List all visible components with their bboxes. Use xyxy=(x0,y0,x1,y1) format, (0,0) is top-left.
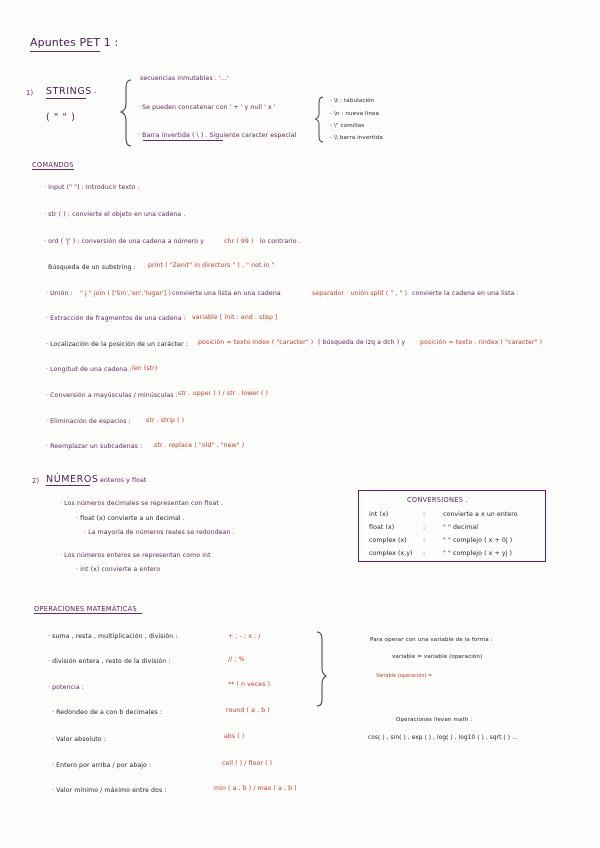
cmd-len-red: len (str) xyxy=(132,365,158,372)
num-line-2: · float (x) convierte a un decimal . xyxy=(76,515,185,522)
cmd-union-tail: convierte una lista en una cadena xyxy=(172,290,281,297)
num-line-3: · La mayoría de números reales se redondean . xyxy=(84,529,235,536)
numeros-heading: NÚMEROS xyxy=(46,474,99,485)
strings-prop-1: secuencias inmutables . '...' xyxy=(140,75,229,82)
strings-heading-underline xyxy=(46,98,86,99)
conv-row-2-fn: float (x) xyxy=(369,524,395,531)
conversiones-box xyxy=(358,490,546,562)
op-redondeo: · Redondeo de a con b decimales : xyxy=(52,709,163,716)
op-min-max: · Valor mínimo / máximo entre dos : xyxy=(52,787,167,794)
side-math: Operaciones llevan math : xyxy=(396,717,473,723)
cmd-split-red: separador · unión split ( " , " ) xyxy=(312,290,408,297)
cmd-replace-red: str . replace ( "old" , "new" ) xyxy=(154,442,245,449)
conv-row-4-fn: complex (x,y) xyxy=(369,550,413,557)
side-variable-op: Variable (operación) = xyxy=(376,674,433,679)
conv-row-1-colon: : xyxy=(423,511,426,518)
cmd-ord-red: chr ( 99 ) xyxy=(224,238,254,245)
numeros-number: 2) xyxy=(32,477,40,485)
op-potencia-red: ** ( n veces ) xyxy=(228,681,271,688)
strings-quotes: ( " " ) xyxy=(46,112,76,123)
strings-prop-3-underline xyxy=(143,140,223,141)
cmd-extraccion: · Extracción de fragmentos de una cadena : xyxy=(46,315,186,322)
cmd-union-red: " j " join ( ['Sin','en','lugar'] ) xyxy=(80,290,171,297)
op-division: · división entera , resto de la división : xyxy=(48,658,171,665)
cmd-len: · Longitud de una cadena : xyxy=(46,366,132,373)
side-variable: variable = variable (operación) xyxy=(392,654,483,660)
cmd-upper: · Conversión a mayúsculas / minúsculas : xyxy=(46,392,178,399)
num-line-5: · int (x) convierte a entero xyxy=(76,566,161,573)
title-underline xyxy=(30,51,100,52)
cmd-strip: · Eliminación de espacios : xyxy=(46,418,131,425)
escape-newline: - \n : nueva línea xyxy=(330,111,380,117)
numeros-underline xyxy=(46,485,90,486)
num-line-1: · Los números decimales se representan con float . xyxy=(60,500,224,507)
cmd-union: · Unión : xyxy=(46,290,73,297)
conv-row-1-desc: convierte a x un entero xyxy=(443,511,518,518)
side-para: Para operar con una variable de la forma : xyxy=(370,637,493,643)
strings-dash: - xyxy=(94,89,97,97)
cmd-ord: · ord ( 'j' ) : conversión de una cadena a número y xyxy=(44,238,204,245)
op-basicas: · suma , resta , multiplicación , división : xyxy=(48,633,178,640)
conv-row-1-fn: int (x) xyxy=(369,511,389,518)
cmd-split-tail: convierte la cadena en una lista . xyxy=(412,290,519,297)
escape-tab: - \t : tabulación xyxy=(330,98,375,104)
cmd-upper-red: str . upper ( ) / str . lower ( ) xyxy=(178,390,269,397)
escape-quote: - \" comillas xyxy=(330,123,365,129)
strings-number: 1) xyxy=(26,89,34,97)
cmd-replace: · Reemplazar un subcadenas : xyxy=(46,443,143,450)
escape-backslash: - \\ barra invertida xyxy=(330,135,383,141)
strings-heading: STRINGS xyxy=(46,86,92,97)
strings-prop-2: · Se pueden concatenar con ' + ' y null ' x ' xyxy=(138,104,276,111)
op-abs: · Valor absoluto : xyxy=(52,736,106,743)
cmd-rindex-red: posición = texto . rindex ( "caracter" ) xyxy=(420,339,543,346)
conv-row-4-desc: " " complejo ( x + yj ) xyxy=(443,550,512,557)
op-min-max-red: min ( a , b ) / max ( a , b ) xyxy=(214,785,297,792)
cmd-localizacion-tail: ( búsqueda de izq a dch ) y xyxy=(318,339,406,346)
cmd-localizacion: · Localización de la posición de un carácter : xyxy=(46,341,189,348)
conv-row-4-colon: : xyxy=(423,550,426,557)
conv-row-3-desc: " " complejo ( x + 0j ) xyxy=(443,537,513,544)
cmd-input: · input (" ") : Introducir texto . xyxy=(44,184,140,191)
conv-row-2-desc: " " decimal xyxy=(443,524,479,531)
op-division-red: // ; % xyxy=(228,656,245,663)
cmd-strip-red: str . strip ( ) xyxy=(146,417,185,424)
op-abs-red: abs ( ) xyxy=(224,733,245,740)
operaciones-heading: OPERACIONES MATEMÁTICAS xyxy=(34,605,137,613)
comandos-heading: COMANDOS xyxy=(32,161,74,169)
operaciones-underline xyxy=(34,613,142,614)
op-basicas-red: + ; - ; x ; / xyxy=(228,633,261,640)
conversiones-heading: CONVERSIONES . xyxy=(407,496,468,504)
page-title: Apuntes PET 1 : xyxy=(30,36,119,49)
cmd-index-red: posición = texto index ( "caracter" ) xyxy=(198,339,314,346)
cmd-extraccion-red: variable [ init : end : step ] xyxy=(192,314,278,321)
num-line-4: · Los números enteros se representan como int xyxy=(60,552,211,559)
op-ceil-floor-red: ceil ( ) / floor ( ) xyxy=(222,760,273,767)
comandos-underline xyxy=(32,169,74,170)
op-potencia: · potencia : xyxy=(48,684,84,691)
cmd-str: · str ( ) : convierte el objeto en una cadena . xyxy=(44,211,186,218)
op-ceil-floor: · Entero por arriba / por abajo : xyxy=(52,762,152,769)
cmd-busqueda-red: print ( "Zenit" in directors " ) , " not in " xyxy=(148,262,275,269)
cmd-busqueda: Búsqueda de un substring : xyxy=(48,264,136,271)
conv-row-3-fn: complex (x) xyxy=(369,537,407,544)
strings-prop-3: · Barra invertida ( \ ) . Siguiente caracter especial xyxy=(138,132,297,139)
op-redondeo-red: round ( a , b ) xyxy=(226,707,270,714)
conv-row-2-colon: : xyxy=(423,524,426,531)
conv-row-3-colon: : xyxy=(423,537,426,544)
side-math-funcs: cos( ) , sin( ) , exp ( ) , log( ) , log10 ( ) , sqrt ( ) ... xyxy=(368,735,518,741)
numeros-subtitle: enteros y float xyxy=(100,477,147,484)
cmd-ord-tail: lo contrario . xyxy=(260,238,301,245)
